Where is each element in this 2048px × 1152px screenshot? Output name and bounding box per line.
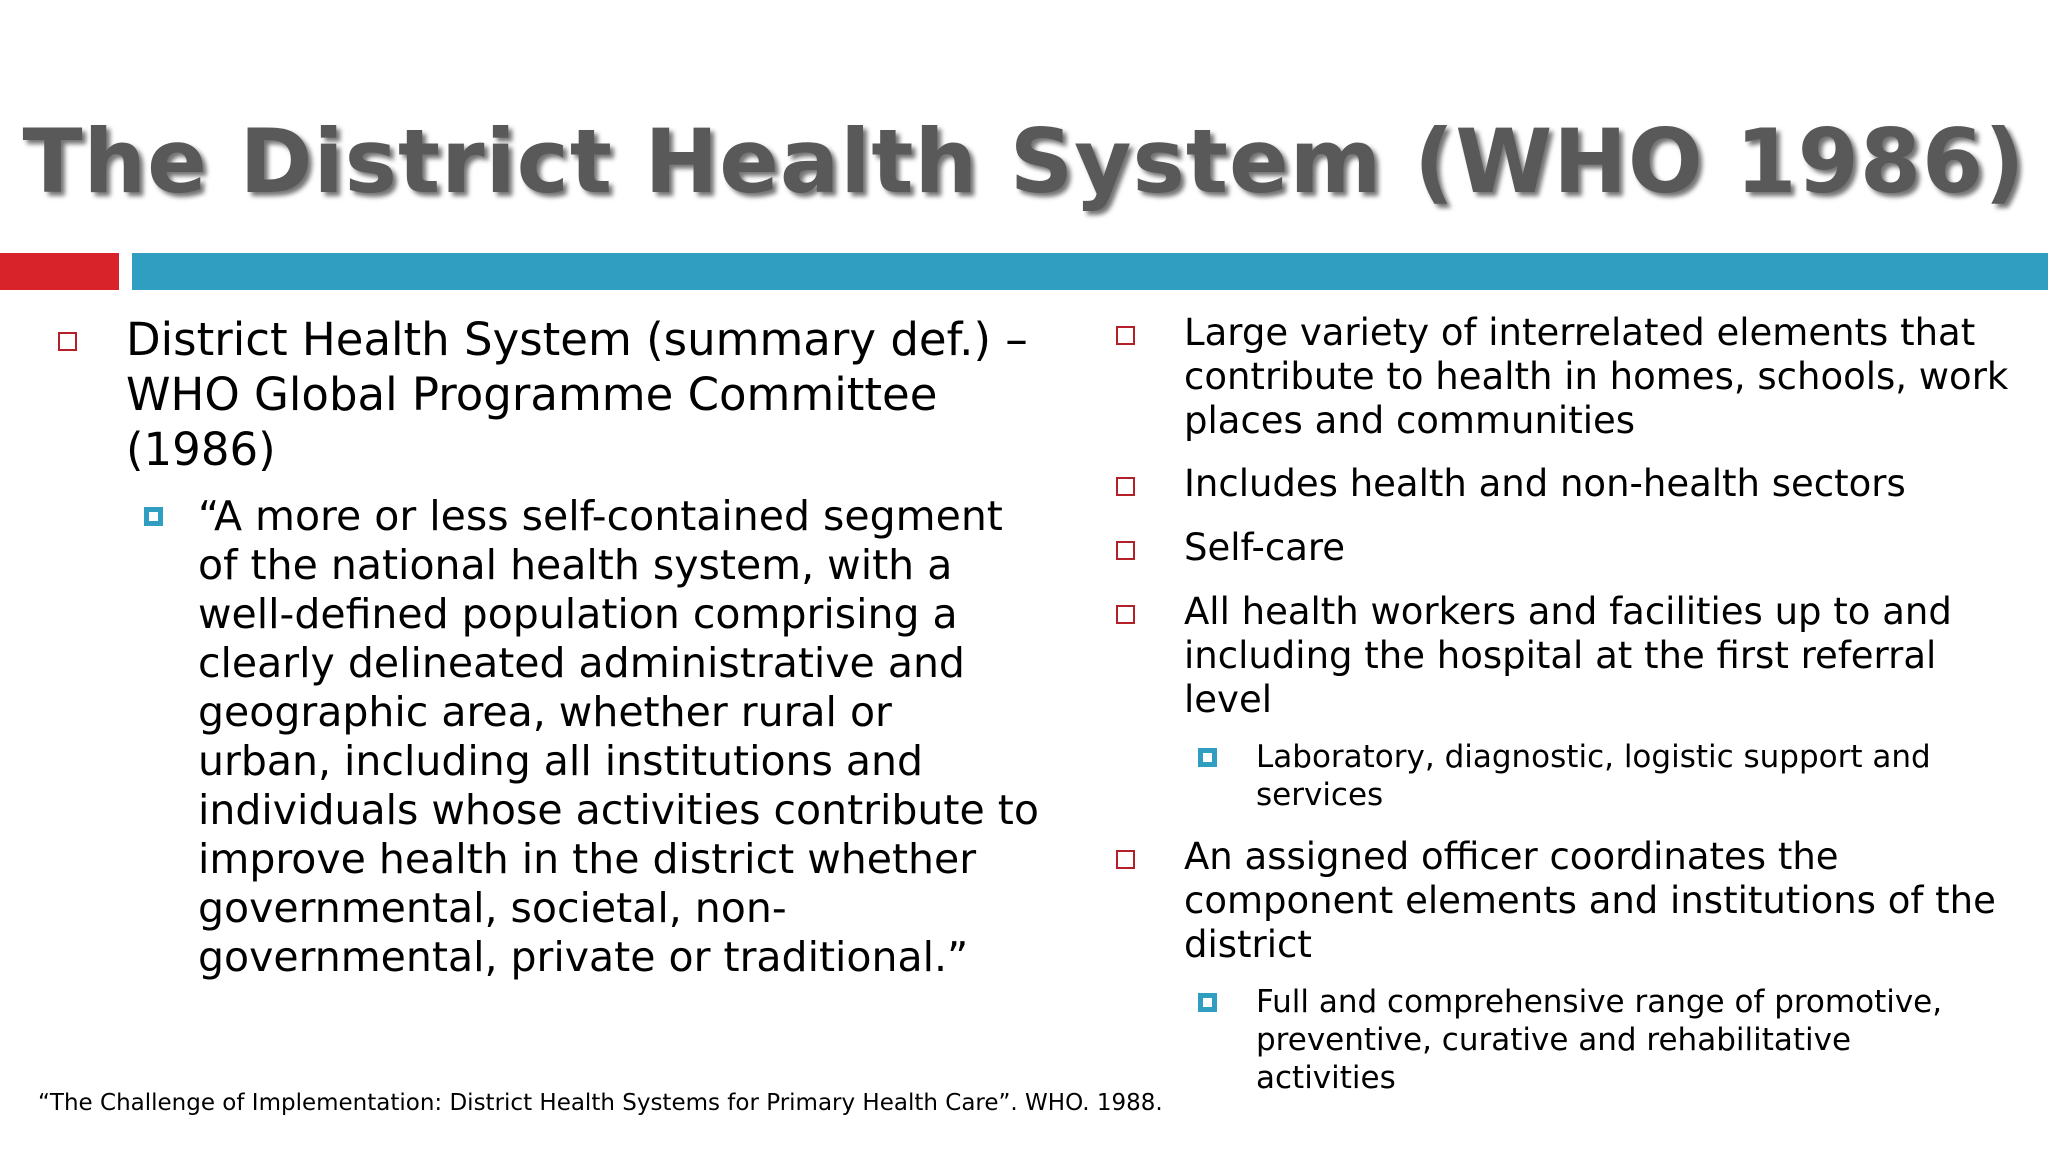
text-line: component elements and institutions of the [1184, 879, 1996, 922]
text-line: governmental, societal, non- [198, 884, 787, 932]
right-bullet-assigned-officer [1184, 835, 1996, 967]
text-line: Laboratory, diagnostic, logistic support and [1256, 739, 1931, 775]
text-line: clearly delineated administrative and [198, 639, 965, 687]
right-bullet-interrelated-elements [1184, 311, 2008, 443]
square-bullet-icon [58, 332, 77, 351]
right-subbullet-laboratory [1256, 738, 1931, 814]
accent-bar-red [0, 253, 119, 290]
filled-square-bullet-icon [144, 507, 163, 526]
text-line: (1986) [126, 423, 276, 476]
text-line: Self-care [1184, 526, 1346, 569]
left-subbullet-who-definition-quote [198, 492, 1039, 982]
right-bullet-self-care [1184, 526, 1345, 570]
text-line: Full and comprehensive range of promotive, [1256, 984, 1943, 1020]
text-line: individuals whose activities contribute to [198, 786, 1039, 834]
right-bullet-sectors [1184, 462, 1906, 506]
text-line: WHO Global Programme Committee [126, 368, 938, 421]
square-bullet-icon [1116, 477, 1135, 496]
square-bullet-icon [1116, 541, 1135, 560]
text-line: District Health System (summary def.) – [126, 313, 1028, 366]
text-line: Includes health and non-health sectors [1184, 462, 1906, 505]
text-line: district [1184, 923, 1312, 966]
accent-bar-teal [132, 253, 2048, 290]
text-line: places and communities [1184, 399, 1636, 442]
text-line: improve health in the district whether [198, 835, 977, 883]
filled-square-bullet-icon [1198, 748, 1217, 767]
text-line: contribute to health in homes, schools, work [1184, 355, 2009, 398]
left-bullet-district-health-system [126, 312, 1028, 477]
text-line: All health workers and facilities up to and [1184, 590, 1952, 633]
text-line: governmental, private or traditional.” [198, 933, 969, 981]
right-subbullet-comprehensive-range [1256, 983, 1942, 1097]
footnote-citation: “The Challenge of Implementation: District Health Systems for Primary Health Care”. WHO. 1988. [38, 1090, 1163, 1116]
slide-title: The District Health System (WHO 1986) [22, 110, 2026, 213]
text-line: An assigned officer coordinates the [1184, 835, 1839, 878]
text-line: level [1184, 678, 1272, 721]
text-line: Large variety of interrelated elements that [1184, 311, 1976, 354]
filled-square-bullet-icon [1198, 993, 1217, 1012]
text-line: “A more or less self-contained segment [198, 492, 1003, 540]
right-bullet-health-workers [1184, 590, 1952, 722]
text-line: including the hospital at the first referral [1184, 634, 1937, 677]
text-line: urban, including all institutions and [198, 737, 924, 785]
square-bullet-icon [1116, 326, 1135, 345]
square-bullet-icon [1116, 605, 1135, 624]
text-line: of the national health system, with a [198, 541, 953, 589]
text-line: services [1256, 777, 1384, 813]
text-line: geographic area, whether rural or [198, 688, 892, 736]
text-line: activities [1256, 1060, 1396, 1096]
square-bullet-icon [1116, 850, 1135, 869]
text-line: preventive, curative and rehabilitative [1256, 1022, 1852, 1058]
text-line: well-defined population comprising a [198, 590, 958, 638]
